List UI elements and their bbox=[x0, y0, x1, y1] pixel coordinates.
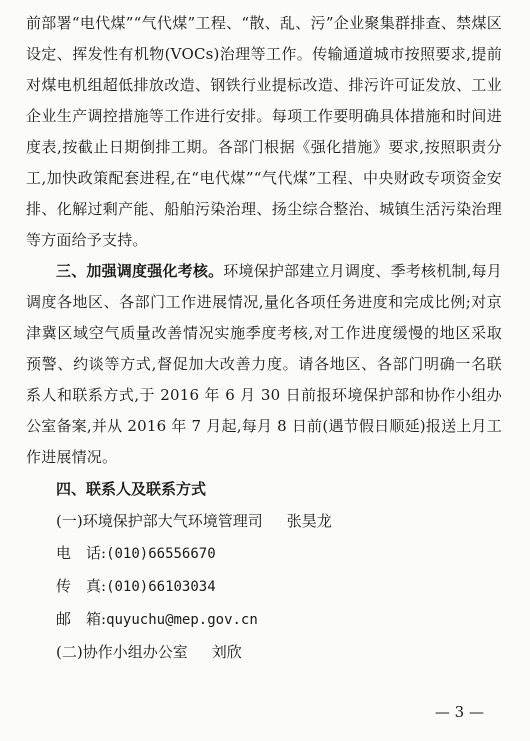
contact-item-1 bbox=[26, 505, 502, 537]
contact-fax-label: 传 真: bbox=[56, 577, 107, 595]
body-paragraph-2 bbox=[26, 256, 502, 473]
body-paragraph-1: 前部署“电代煤”“气代煤”工程、“散、乱、污”企业聚集群排查、禁煤区设定、挥发性有机物(VOCs)治理等工作。传输通道城市按照要求,提前对煤电机组超低排放改造、钢铁行业提标改造、排污许可证发放、工业企业生产调控措施等工作进行安排。每项工作要明确具体措施和时间进度表,按截止日期倒排工期。各部门根据《强化措施》要求,按照职责分工,加快政策配套进程,在“电代煤”“气代煤”工程、中央财政专项资金安排、化解过剩产能、船舶污染治理、扬尘综合整治、城镇生活污染治理等方面给予支持。 bbox=[26, 14, 502, 249]
contact-item-1-name: 张昊龙 bbox=[286, 512, 332, 530]
contact-email bbox=[26, 603, 502, 636]
contact-phone-value: (010)66556670 bbox=[106, 546, 216, 562]
contact-item-2 bbox=[26, 636, 502, 668]
page-number: — 3 — bbox=[434, 703, 484, 721]
section-three-text: 环境保护部建立月调度、季考核机制,每月调度各地区、各部门工作进展情况,量化各项任务进度和完成比例;对京津冀区域空气质量改善情况实施季度考核,对工作进度缓慢的地区采取预警、约谈等方式,督促加大改善力度。请各地区、各部门明确一名联系人和联系方式,于 2016 年 6 月 30 日前报环境保护部和协作小组办公室备案,并从 2016 年 7 月起,每月 8 日前(遇节假日顺延)报送上月工作进展情况。 bbox=[26, 262, 503, 466]
contact-item-1-org: (一)环境保护部大气环境管理司 bbox=[56, 512, 263, 530]
contact-item-2-name: 刘欣 bbox=[211, 643, 242, 661]
contact-phone bbox=[26, 537, 502, 570]
contact-item-2-org: (二)协作小组办公室 bbox=[56, 643, 188, 661]
section-three-heading: 三、加强调度强化考核。 bbox=[56, 262, 224, 280]
contact-fax bbox=[26, 570, 502, 603]
section-four-heading: 四、联系人及联系方式 bbox=[56, 480, 207, 498]
contact-phone-label: 电 话: bbox=[56, 544, 107, 562]
contact-email-label: 邮 箱: bbox=[56, 610, 107, 628]
contact-fax-value: (010)66103034 bbox=[106, 579, 216, 595]
contact-email-value: quyuchu@mep.gov.cn bbox=[106, 612, 258, 628]
